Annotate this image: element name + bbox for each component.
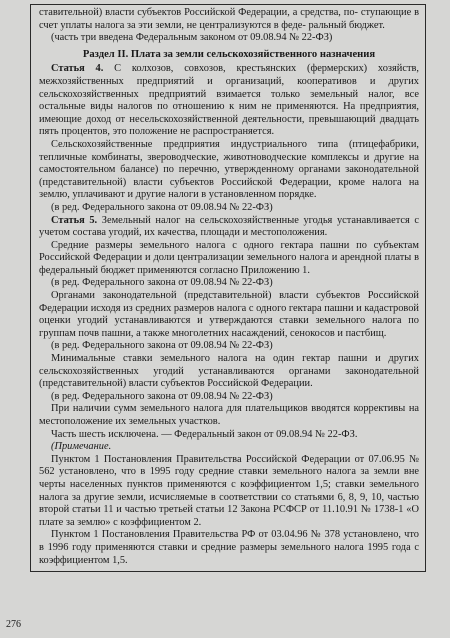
top-paragraph: [39, 7, 419, 32]
article-5-paragraph-2: Средние размеры земельного налога с одного гектара пашни по субъектам Российской Федерации и доли централизации земельного налога и арендной платы в федеральный бюджет применяются согласно Приложению 1.: [39, 239, 419, 276]
remark-label: (Примечание.: [51, 441, 112, 453]
page-number: 276: [6, 619, 21, 630]
article-5-paragraph-3: Органами законодательной (представительной) власти субъектов Российской Федерации исходя из средних размеров налога с одного гектара пашни и кадастровой оценки угодий устанавливаются и утверждаются ставки земельного налога по группам почв пашни, а также многолетних насаждений, сенокосов и пастбищ.: [39, 290, 419, 339]
article-5-paragraph-4: Минимальные ставки земельного налога на один гектар пашни и других сельскохозяйственных угодий устанавливаются органами законодательной (представительной) власти субъектов Российской Федерации.: [39, 353, 419, 390]
remark-paragraph-1: Пунктом 1 Постановления Правительства Российской Федерации от 07.06.95 № 562 установлено, что в 1995 году средние ставки земельного налога за земли вне черты населенных пунктов применяются с коэффициентом 1,5; ставки земельного налога за другие земли, исчисляемые в соответствии со статьями 6, 8, 9, 10, частью второй статьи 11 и частью третьей статьи 12 Закона РСФСР от 11.10.91 № 1738-1 «О плате за землю» с коэффициентом 2.: [39, 453, 419, 528]
top-note: (часть три введена Федеральным законом от 09.08.94 № 22-ФЗ): [51, 32, 333, 44]
article-5-paragraph-5: При наличии сумм земельного налога для плательщиков вводятся коррективы на местоположение их земельных участков.: [39, 403, 419, 427]
article-5-label: Статья 5.: [51, 214, 98, 226]
article-4-paragraph-2: Сельскохозяйственные предприятия индустриального типа (птицефабрики, тепличные комбинаты, звероводческие, животноводческие комплексы и другие на самостоятельном балансе) по перечню, утвержденному органами законодательной (представительной) власти субъектов Российской Федерации, кроме налога на землю, уплачивают и другие налоги в установленном порядке.: [39, 138, 419, 201]
article-4-label: Статья 4.: [51, 63, 104, 75]
remark-paragraph-2: Пунктом 1 Постановления Правительства РФ от 03.04.96 № 378 установлено, что в 1996 году применяются ставки и средние размеры земельного налога 1995 года с коэффициентом 1,5.: [39, 529, 419, 566]
top-line-2: ступающие в счет уплаты налога за эти земли, не централизуются в феде-: [39, 7, 419, 31]
text-frame: [30, 4, 426, 572]
top-line-1: ставительной) власти субъектов Российской Федерации, а средства, по-: [39, 7, 358, 18]
article-5-paragraph-6: Часть шесть исключена. — Федеральный закон от 09.08.94 № 22-ФЗ.: [51, 428, 358, 440]
section-title: Раздел II. Плата за земли сельскохозяйственного назначения: [82, 48, 376, 60]
article-5-amendment-2: (в ред. Федерального закона от 09.08.94 № 22-ФЗ): [51, 340, 273, 352]
article-5-paragraph: [39, 215, 419, 240]
article-4-amendment: (в ред. Федерального закона от 09.08.94 № 22-ФЗ): [51, 201, 273, 213]
article-5-amendment-1: (в ред. Федерального закона от 09.08.94 № 22-ФЗ): [51, 277, 273, 289]
article-5-text: Земельный налог на сельскохозяйственные угодья устанавливается с учетом состава угодий, их качества, площади и местоположения.: [39, 214, 420, 239]
article-4-paragraph: [39, 63, 419, 139]
top-line-3: ральный бюджет.: [308, 19, 385, 31]
article-4-text: С колхозов, совхозов, крестьянских (фермерских) хозяйств, межхозяйственных предприятий и организаций, кооперативов и других сельскохозяйственных предприятий взимается только земельный налог, все остальные виды налогов по отношению к ним не применяются. На предприятия, имеющие доход от несельскохозяйственной деятельности, превышающий двадцать пять процентов, это положение не распространяется.: [39, 63, 419, 138]
article-5-amendment-3: (в ред. Федерального закона от 09.08.94 № 22-ФЗ): [51, 390, 273, 402]
